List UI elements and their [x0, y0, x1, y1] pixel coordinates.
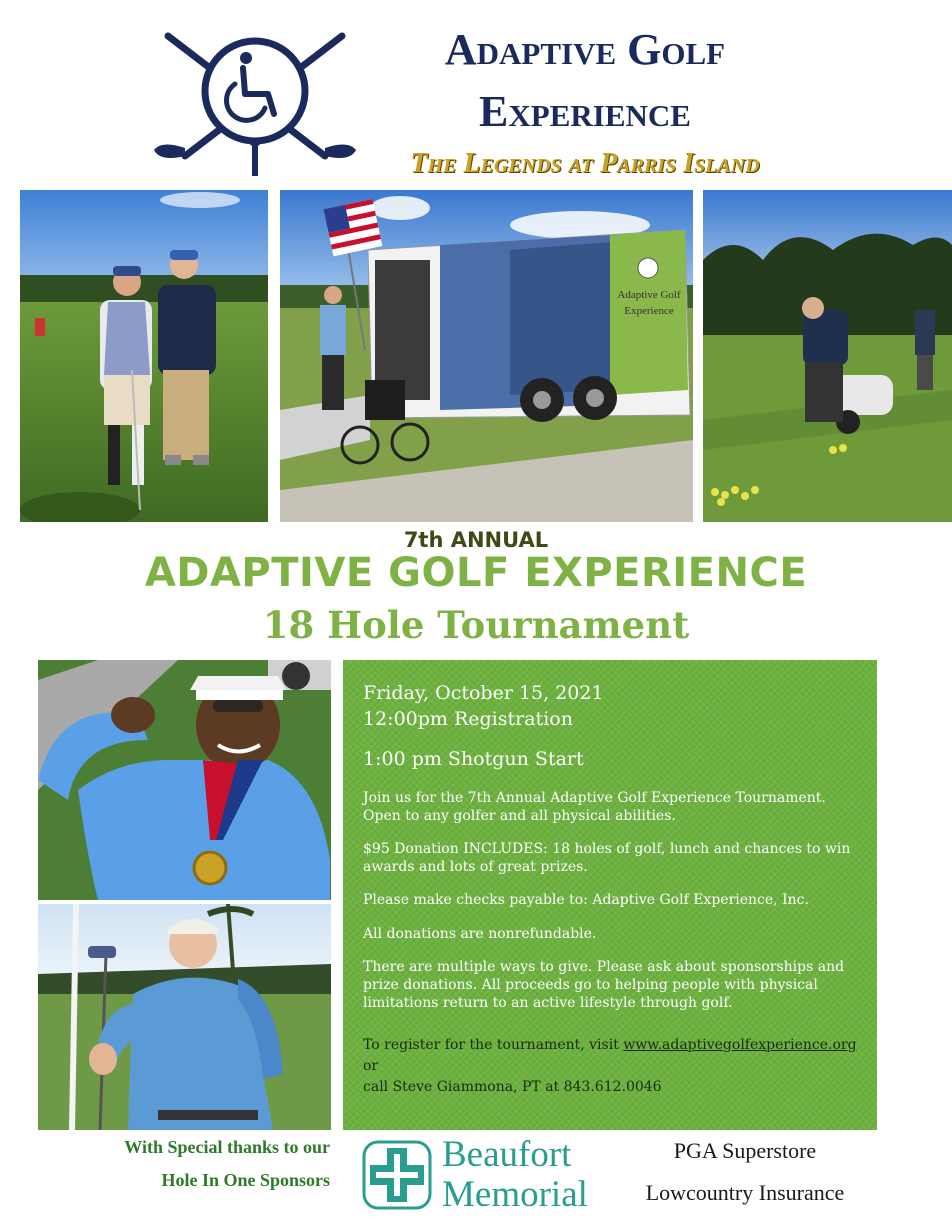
checks-text: Please make checks payable to: Adaptive Golf Experience, Inc.	[363, 892, 809, 908]
title-line2: Experience	[479, 87, 691, 136]
trailer-graphic-line2: Experience	[624, 305, 674, 317]
registration-time: 12:00pm Registration	[363, 708, 573, 730]
thanks-line2: Hole In One Sponsors	[161, 1170, 330, 1190]
title-line1: Adaptive Golf	[444, 25, 726, 74]
event-date: Friday, October 15, 2021	[363, 682, 604, 704]
photo-golfers-standing	[20, 190, 268, 522]
ways-to-give-text: There are multiple ways to give. Please ask about sponsorships and prize donations. All proceeds go to helping people with physical limitations return to an active lifestyle through golf.	[363, 959, 845, 1011]
beaufort-memorial-line1: Beaufort	[442, 1134, 572, 1175]
photo-golfer-medal	[38, 660, 331, 900]
donation-text: $95 Donation INCLUDES: 18 holes of golf, lunch and chances to win awards and lots of great prizes.	[363, 841, 851, 875]
register-text	[363, 1035, 863, 1098]
sponsor-pga-superstore: PGA Superstore	[673, 1138, 817, 1163]
adaptive-golf-logo-icon	[150, 28, 360, 178]
thanks-line1: With Special thanks to our	[124, 1137, 330, 1157]
tournament-title: 18 Hole Tournament	[262, 603, 690, 647]
subtitle: The Legends at Parris Island	[410, 148, 760, 179]
event-headline: ADAPTIVE GOLF EXPERIENCE	[144, 550, 808, 596]
photo-golf-trailer	[280, 190, 693, 522]
sponsor-lowcountry-insurance: Lowcountry Insurance	[645, 1180, 845, 1205]
register-call: call Steve Giammona, PT at 843.612.0046	[363, 1079, 662, 1095]
join-text: Join us for the 7th Annual Adaptive Golf Experience Tournament. Open to any golfer and all physical abilities.	[363, 790, 826, 824]
register-link[interactable]: www.adaptivegolfexperience.org	[623, 1037, 857, 1053]
nonrefundable-text: All donations are nonrefundable.	[363, 926, 597, 942]
event-details-panel	[343, 660, 877, 1130]
photo-golfer-cart	[703, 190, 952, 522]
photo-golfer-club	[38, 904, 331, 1130]
trailer-graphic-line1: Adaptive Golf	[617, 289, 681, 301]
beaufort-memorial-line2: Memorial	[442, 1174, 588, 1215]
register-suffix: or	[363, 1058, 379, 1074]
shotgun-start: 1:00 pm Shotgun Start	[363, 748, 584, 770]
annual-label: 7th ANNUAL	[403, 528, 549, 552]
register-prefix: To register for the tournament, visit	[363, 1037, 624, 1053]
beaufort-memorial-cross-icon	[362, 1140, 432, 1210]
